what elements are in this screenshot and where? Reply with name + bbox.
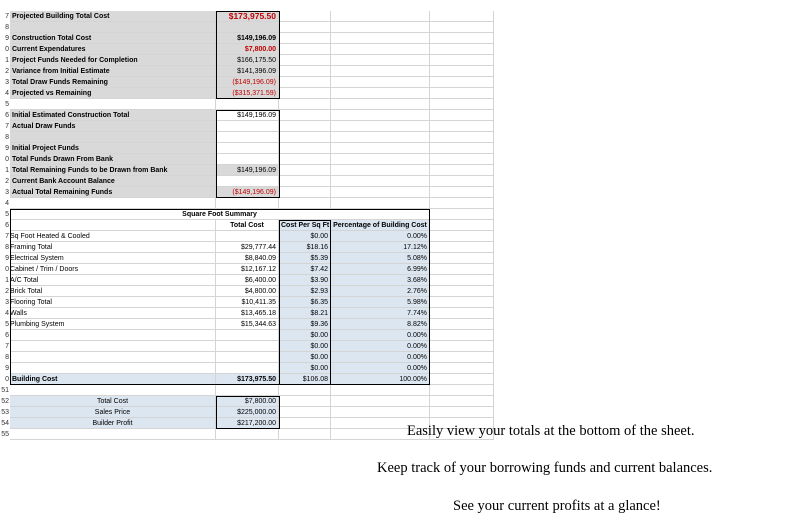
sheet-row bbox=[0, 330, 494, 341]
sheet-row bbox=[0, 308, 494, 319]
cell[interactable] bbox=[331, 66, 430, 77]
value-cell[interactable]: ($149,196.09) bbox=[216, 187, 279, 198]
cell[interactable] bbox=[430, 308, 494, 319]
row-number: 52 bbox=[1, 398, 9, 405]
cost-per-sqft-cell[interactable]: $2.93 bbox=[279, 286, 331, 297]
sheet-row bbox=[0, 264, 494, 275]
cell[interactable] bbox=[430, 44, 494, 55]
total-cost-cell[interactable]: $15,344.63 bbox=[216, 319, 279, 330]
header-total-cost[interactable]: Total Cost bbox=[216, 220, 279, 231]
caption-totals: Easily view your totals at the bottom of the sheet. bbox=[407, 423, 695, 439]
percentage-cell[interactable]: 17.12% bbox=[331, 242, 430, 253]
sheet-row bbox=[0, 341, 494, 352]
sheet-row bbox=[0, 275, 494, 286]
sheet-row bbox=[0, 132, 494, 143]
category-cell[interactable] bbox=[10, 363, 216, 374]
sheet-row bbox=[0, 22, 494, 33]
row-number: 0 bbox=[5, 156, 9, 163]
value-cell[interactable]: $141,396.09 bbox=[216, 66, 279, 77]
sheet-row bbox=[0, 176, 494, 187]
percentage-cell[interactable]: 0.00% bbox=[331, 352, 430, 363]
percentage-cell[interactable]: 7.74% bbox=[331, 308, 430, 319]
row-number: 4 bbox=[5, 310, 9, 317]
value-cell[interactable]: $149,196.09 bbox=[216, 33, 279, 44]
sheet-row bbox=[0, 88, 494, 99]
cell[interactable] bbox=[430, 385, 494, 396]
row-number: 1 bbox=[5, 167, 9, 174]
cell[interactable] bbox=[279, 22, 331, 33]
cell[interactable] bbox=[279, 11, 331, 22]
value-cell[interactable] bbox=[216, 121, 279, 132]
percentage-cell[interactable]: 8.82% bbox=[331, 319, 430, 330]
value-cell[interactable]: $166,175.50 bbox=[216, 55, 279, 66]
cell[interactable] bbox=[279, 198, 331, 209]
row-number: 8 bbox=[5, 134, 9, 141]
sheet-row bbox=[0, 55, 494, 66]
cell[interactable] bbox=[430, 297, 494, 308]
category-cell[interactable] bbox=[10, 330, 216, 341]
cell[interactable] bbox=[430, 88, 494, 99]
row-number: 53 bbox=[1, 409, 9, 416]
cost-per-sqft-cell[interactable]: $7.42 bbox=[279, 264, 331, 275]
row-number: 5 bbox=[5, 321, 9, 328]
label-cell[interactable]: Actual Draw Funds bbox=[10, 121, 216, 132]
cell[interactable] bbox=[279, 187, 331, 198]
cost-per-sqft-cell[interactable]: $0.00 bbox=[279, 330, 331, 341]
cell[interactable] bbox=[216, 429, 279, 440]
category-cell[interactable]: Cabinet / Trim / Doors bbox=[10, 264, 216, 275]
cell[interactable] bbox=[279, 407, 331, 418]
cell[interactable] bbox=[430, 209, 494, 220]
caption-borrowing: Keep track of your borrowing funds and current balances. bbox=[377, 460, 713, 476]
value-cell[interactable]: $7,800.00 bbox=[216, 44, 279, 55]
total-cost-cell[interactable] bbox=[216, 341, 279, 352]
row-number: 8 bbox=[5, 354, 9, 361]
cell[interactable] bbox=[279, 99, 331, 110]
row-number: 2 bbox=[5, 288, 9, 295]
total-cost-cell[interactable] bbox=[216, 231, 279, 242]
cell[interactable] bbox=[216, 385, 279, 396]
category-cell[interactable]: Electrical System bbox=[10, 253, 216, 264]
cost-per-sqft-cell[interactable]: $9.36 bbox=[279, 319, 331, 330]
cell[interactable] bbox=[430, 220, 494, 231]
row-number: 9 bbox=[5, 145, 9, 152]
cell[interactable] bbox=[279, 429, 331, 440]
cell[interactable] bbox=[279, 176, 331, 187]
cell[interactable] bbox=[279, 121, 331, 132]
cell[interactable] bbox=[279, 88, 331, 99]
header-cost-per-sqft[interactable]: Cost Per Sq Ft bbox=[281, 222, 330, 229]
row-number: 8 bbox=[5, 244, 9, 251]
row-number: 2 bbox=[5, 178, 9, 185]
cell[interactable] bbox=[331, 396, 430, 407]
cell[interactable] bbox=[430, 341, 494, 352]
cell[interactable] bbox=[279, 385, 331, 396]
label-cell[interactable]: Construction Total Cost bbox=[10, 33, 216, 44]
cell[interactable] bbox=[331, 187, 430, 198]
category-cell[interactable]: Framing Total bbox=[10, 242, 216, 253]
profit-label-cell[interactable]: Builder Profit bbox=[10, 418, 216, 429]
total-cost-cell[interactable] bbox=[216, 363, 279, 374]
row-number: 5 bbox=[5, 211, 9, 218]
sheet-row bbox=[0, 209, 494, 220]
profit-label-cell[interactable]: Total Cost bbox=[10, 396, 216, 407]
cell[interactable] bbox=[331, 385, 430, 396]
cost-per-sqft-cell[interactable]: $18.16 bbox=[279, 242, 331, 253]
category-cell[interactable] bbox=[10, 341, 216, 352]
cell[interactable] bbox=[430, 66, 494, 77]
row-number: 8 bbox=[5, 24, 9, 31]
value-cell[interactable]: $149,196.09 bbox=[216, 165, 279, 176]
category-cell[interactable]: Plumbing System bbox=[10, 319, 216, 330]
category-cell[interactable]: Brick Total bbox=[10, 286, 216, 297]
cost-per-sqft-cell[interactable]: $6.35 bbox=[279, 297, 331, 308]
profit-value-cell[interactable]: $217,200.00 bbox=[216, 418, 279, 429]
cell[interactable] bbox=[430, 110, 494, 121]
cell[interactable] bbox=[430, 11, 494, 22]
total-cost-cell[interactable] bbox=[216, 352, 279, 363]
label-cell[interactable]: Initial Estimated Construction Total bbox=[10, 110, 216, 121]
sheet-row bbox=[0, 253, 494, 264]
percentage-cell[interactable]: 0.00% bbox=[331, 363, 430, 374]
row-number: 55 bbox=[1, 431, 9, 438]
cell[interactable] bbox=[430, 22, 494, 33]
value-cell[interactable]: ($149,196.09) bbox=[216, 77, 279, 88]
cell[interactable] bbox=[430, 330, 494, 341]
caption-profits: See your current profits at a glance! bbox=[453, 498, 661, 514]
total-cost-cell[interactable]: $12,167.12 bbox=[216, 264, 279, 275]
cell[interactable] bbox=[430, 319, 494, 330]
cell[interactable] bbox=[331, 11, 430, 22]
total-cost-cell[interactable]: $4,800.00 bbox=[216, 286, 279, 297]
label-cell[interactable]: Total Funds Drawn From Bank bbox=[10, 154, 216, 165]
row-number: 4 bbox=[5, 200, 9, 207]
profit-value-cell[interactable]: $225,000.00 bbox=[216, 407, 279, 418]
value-cell[interactable] bbox=[216, 132, 279, 143]
category-cell[interactable] bbox=[10, 352, 216, 363]
sheet-row bbox=[0, 99, 494, 110]
sheet-row bbox=[0, 363, 494, 374]
cell[interactable] bbox=[430, 33, 494, 44]
sheet-row bbox=[0, 66, 494, 77]
label-cell[interactable]: Variance from Initial Estimate bbox=[10, 66, 216, 77]
header-percentage[interactable]: Percentage of Building Cost bbox=[331, 220, 430, 231]
building-percentage[interactable]: 100.00% bbox=[331, 374, 430, 385]
sheet-row bbox=[0, 220, 494, 231]
sheet-row bbox=[0, 407, 494, 418]
cell[interactable] bbox=[430, 264, 494, 275]
label-cell[interactable] bbox=[10, 132, 216, 143]
cell[interactable] bbox=[279, 33, 331, 44]
percentage-cell[interactable]: 3.68% bbox=[331, 275, 430, 286]
sheet-row bbox=[0, 352, 494, 363]
category-cell[interactable]: Sq Foot Heated & Cooled bbox=[10, 231, 216, 242]
cell[interactable] bbox=[10, 198, 216, 209]
cell[interactable] bbox=[279, 77, 331, 88]
row-number: 5 bbox=[5, 101, 9, 108]
profit-value-cell[interactable]: $7,800.00 bbox=[216, 396, 279, 407]
row-number: 7 bbox=[5, 233, 9, 240]
cell[interactable] bbox=[430, 77, 494, 88]
sheet-row bbox=[0, 198, 494, 209]
label-cell[interactable]: Project Funds Needed for Completion bbox=[10, 55, 216, 66]
row-number: 9 bbox=[5, 35, 9, 42]
row-number: 6 bbox=[5, 222, 9, 229]
cell[interactable] bbox=[331, 121, 430, 132]
sheet-row bbox=[0, 33, 494, 44]
cell[interactable] bbox=[430, 176, 494, 187]
cell[interactable] bbox=[430, 132, 494, 143]
sqft-summary-title[interactable]: Square Foot Summary bbox=[10, 209, 430, 220]
cell[interactable] bbox=[279, 165, 331, 176]
row-number: 3 bbox=[5, 189, 9, 196]
value-cell[interactable] bbox=[216, 176, 279, 187]
cost-per-sqft-cell[interactable]: $0.00 bbox=[279, 363, 331, 374]
cell[interactable] bbox=[331, 407, 430, 418]
cell[interactable] bbox=[430, 198, 494, 209]
cell[interactable] bbox=[331, 132, 430, 143]
row-number: 7 bbox=[5, 343, 9, 350]
cost-per-sqft-cell[interactable]: $0.00 bbox=[279, 231, 331, 242]
cell[interactable] bbox=[279, 143, 331, 154]
cell[interactable] bbox=[216, 198, 279, 209]
label-cell[interactable] bbox=[10, 22, 216, 33]
cell[interactable] bbox=[279, 55, 331, 66]
cell[interactable] bbox=[331, 110, 430, 121]
label-cell[interactable]: Total Remaining Funds to be Drawn from Bank bbox=[10, 165, 216, 176]
percentage-cell[interactable]: 2.76% bbox=[331, 286, 430, 297]
building-total-cost[interactable]: $173,975.50 bbox=[216, 374, 279, 385]
cell[interactable] bbox=[430, 242, 494, 253]
profit-label-cell[interactable]: Sales Price bbox=[10, 407, 216, 418]
row-number: 6 bbox=[5, 332, 9, 339]
value-cell[interactable] bbox=[216, 154, 279, 165]
sheet-row bbox=[0, 374, 494, 385]
value-cell[interactable]: ($315,371.59) bbox=[216, 88, 279, 99]
row-number: 6 bbox=[5, 112, 9, 119]
cell[interactable] bbox=[430, 231, 494, 242]
cell[interactable] bbox=[331, 22, 430, 33]
cell[interactable] bbox=[430, 407, 494, 418]
value-cell[interactable]: $149,196.09 bbox=[216, 110, 279, 121]
sheet-row bbox=[0, 385, 494, 396]
row-number: 0 bbox=[5, 46, 9, 53]
cost-per-sqft-cell[interactable]: $3.90 bbox=[279, 275, 331, 286]
cell[interactable] bbox=[430, 99, 494, 110]
cell[interactable] bbox=[430, 154, 494, 165]
label-cell[interactable]: Projected Building Total Cost bbox=[10, 11, 216, 22]
percentage-cell[interactable]: 0.00% bbox=[331, 341, 430, 352]
value-cell[interactable] bbox=[216, 22, 279, 33]
row-number: 0 bbox=[5, 376, 9, 383]
row-number: 7 bbox=[5, 13, 9, 20]
cell[interactable] bbox=[10, 220, 216, 231]
sheet-row bbox=[0, 11, 494, 22]
cell[interactable] bbox=[279, 66, 331, 77]
sheet-row bbox=[0, 396, 494, 407]
total-cost-cell[interactable]: $29,777.44 bbox=[216, 242, 279, 253]
label-cell[interactable]: Total Draw Funds Remaining bbox=[10, 77, 216, 88]
cell[interactable] bbox=[331, 44, 430, 55]
row-number: 9 bbox=[5, 365, 9, 372]
cell[interactable] bbox=[279, 132, 331, 143]
cell[interactable] bbox=[331, 33, 430, 44]
cost-per-sqft-cell[interactable]: $8.21 bbox=[279, 308, 331, 319]
row-number: 54 bbox=[1, 420, 9, 427]
building-cost-per-sqft[interactable]: $106.08 bbox=[279, 374, 331, 385]
sheet-row bbox=[0, 110, 494, 121]
row-number: 3 bbox=[5, 79, 9, 86]
label-cell[interactable]: Actual Total Remaining Funds bbox=[10, 187, 216, 198]
sheet-row bbox=[0, 165, 494, 176]
cell[interactable] bbox=[279, 418, 331, 429]
cell[interactable] bbox=[430, 121, 494, 132]
total-cost-cell[interactable]: $6,400.00 bbox=[216, 275, 279, 286]
category-cell[interactable]: A/C Total bbox=[10, 275, 216, 286]
category-cell[interactable]: Flooring Total bbox=[10, 297, 216, 308]
cell[interactable] bbox=[430, 55, 494, 66]
cell[interactable] bbox=[430, 396, 494, 407]
row-number: 3 bbox=[5, 299, 9, 306]
label-cell[interactable]: Current Bank Account Balance bbox=[10, 176, 216, 187]
cell[interactable] bbox=[10, 99, 216, 110]
cost-per-sqft-cell[interactable]: $0.00 bbox=[279, 341, 331, 352]
total-cost-cell[interactable]: $13,465.18 bbox=[216, 308, 279, 319]
percentage-cell[interactable]: 5.08% bbox=[331, 253, 430, 264]
percentage-cell[interactable]: 0.00% bbox=[331, 330, 430, 341]
cell[interactable] bbox=[430, 187, 494, 198]
percentage-cell[interactable]: 6.99% bbox=[331, 264, 430, 275]
row-number: 1 bbox=[5, 57, 9, 64]
category-cell[interactable]: Walls bbox=[10, 308, 216, 319]
sheet-row bbox=[0, 77, 494, 88]
sheet-row bbox=[0, 154, 494, 165]
row-number: 0 bbox=[5, 266, 9, 273]
building-cost-label[interactable]: Building Cost bbox=[10, 374, 216, 385]
sheet-row bbox=[0, 319, 494, 330]
label-cell[interactable]: Initial Project Funds bbox=[10, 143, 216, 154]
sheet-row bbox=[0, 121, 494, 132]
cell[interactable] bbox=[10, 385, 216, 396]
cell[interactable] bbox=[331, 176, 430, 187]
cell[interactable] bbox=[430, 363, 494, 374]
row-number: 1 bbox=[5, 277, 9, 284]
percentage-cell[interactable]: 0.00% bbox=[331, 231, 430, 242]
sheet-row bbox=[0, 143, 494, 154]
sheet-row bbox=[0, 286, 494, 297]
total-cost-cell[interactable] bbox=[216, 330, 279, 341]
cell[interactable] bbox=[331, 77, 430, 88]
cost-per-sqft-cell[interactable]: $5.39 bbox=[279, 253, 331, 264]
cell[interactable] bbox=[430, 374, 494, 385]
total-cost-cell[interactable]: $10,411.35 bbox=[216, 297, 279, 308]
cell[interactable] bbox=[331, 165, 430, 176]
percentage-cell[interactable]: 5.98% bbox=[331, 297, 430, 308]
cell[interactable] bbox=[279, 110, 331, 121]
value-cell[interactable]: $173,975.50 bbox=[216, 11, 279, 22]
cell[interactable] bbox=[331, 143, 430, 154]
row-number: 9 bbox=[5, 255, 9, 262]
cell[interactable] bbox=[430, 275, 494, 286]
cell[interactable] bbox=[430, 253, 494, 264]
total-cost-cell[interactable]: $8,840.09 bbox=[216, 253, 279, 264]
sheet-row bbox=[0, 297, 494, 308]
row-number: 2 bbox=[5, 68, 9, 75]
cell[interactable] bbox=[331, 55, 430, 66]
row-number: 51 bbox=[1, 387, 9, 394]
cost-per-sqft-cell[interactable]: $0.00 bbox=[279, 352, 331, 363]
cell[interactable] bbox=[331, 99, 430, 110]
sheet-row bbox=[0, 231, 494, 242]
label-cell[interactable]: Current Expendatures bbox=[10, 44, 216, 55]
cell[interactable] bbox=[430, 286, 494, 297]
cell[interactable] bbox=[279, 396, 331, 407]
cell[interactable] bbox=[216, 99, 279, 110]
cell[interactable] bbox=[10, 429, 216, 440]
cell[interactable] bbox=[331, 88, 430, 99]
row-number: 4 bbox=[5, 90, 9, 97]
row-number: 7 bbox=[5, 123, 9, 130]
value-cell[interactable] bbox=[216, 143, 279, 154]
sheet-row bbox=[0, 187, 494, 198]
cell[interactable] bbox=[430, 165, 494, 176]
cell[interactable] bbox=[279, 44, 331, 55]
cell[interactable] bbox=[331, 154, 430, 165]
cell[interactable] bbox=[331, 198, 430, 209]
cell[interactable] bbox=[279, 154, 331, 165]
sheet-row bbox=[0, 44, 494, 55]
cell[interactable] bbox=[430, 352, 494, 363]
cell[interactable] bbox=[430, 143, 494, 154]
label-cell[interactable]: Projected vs Remaining bbox=[10, 88, 216, 99]
sheet-row bbox=[0, 242, 494, 253]
